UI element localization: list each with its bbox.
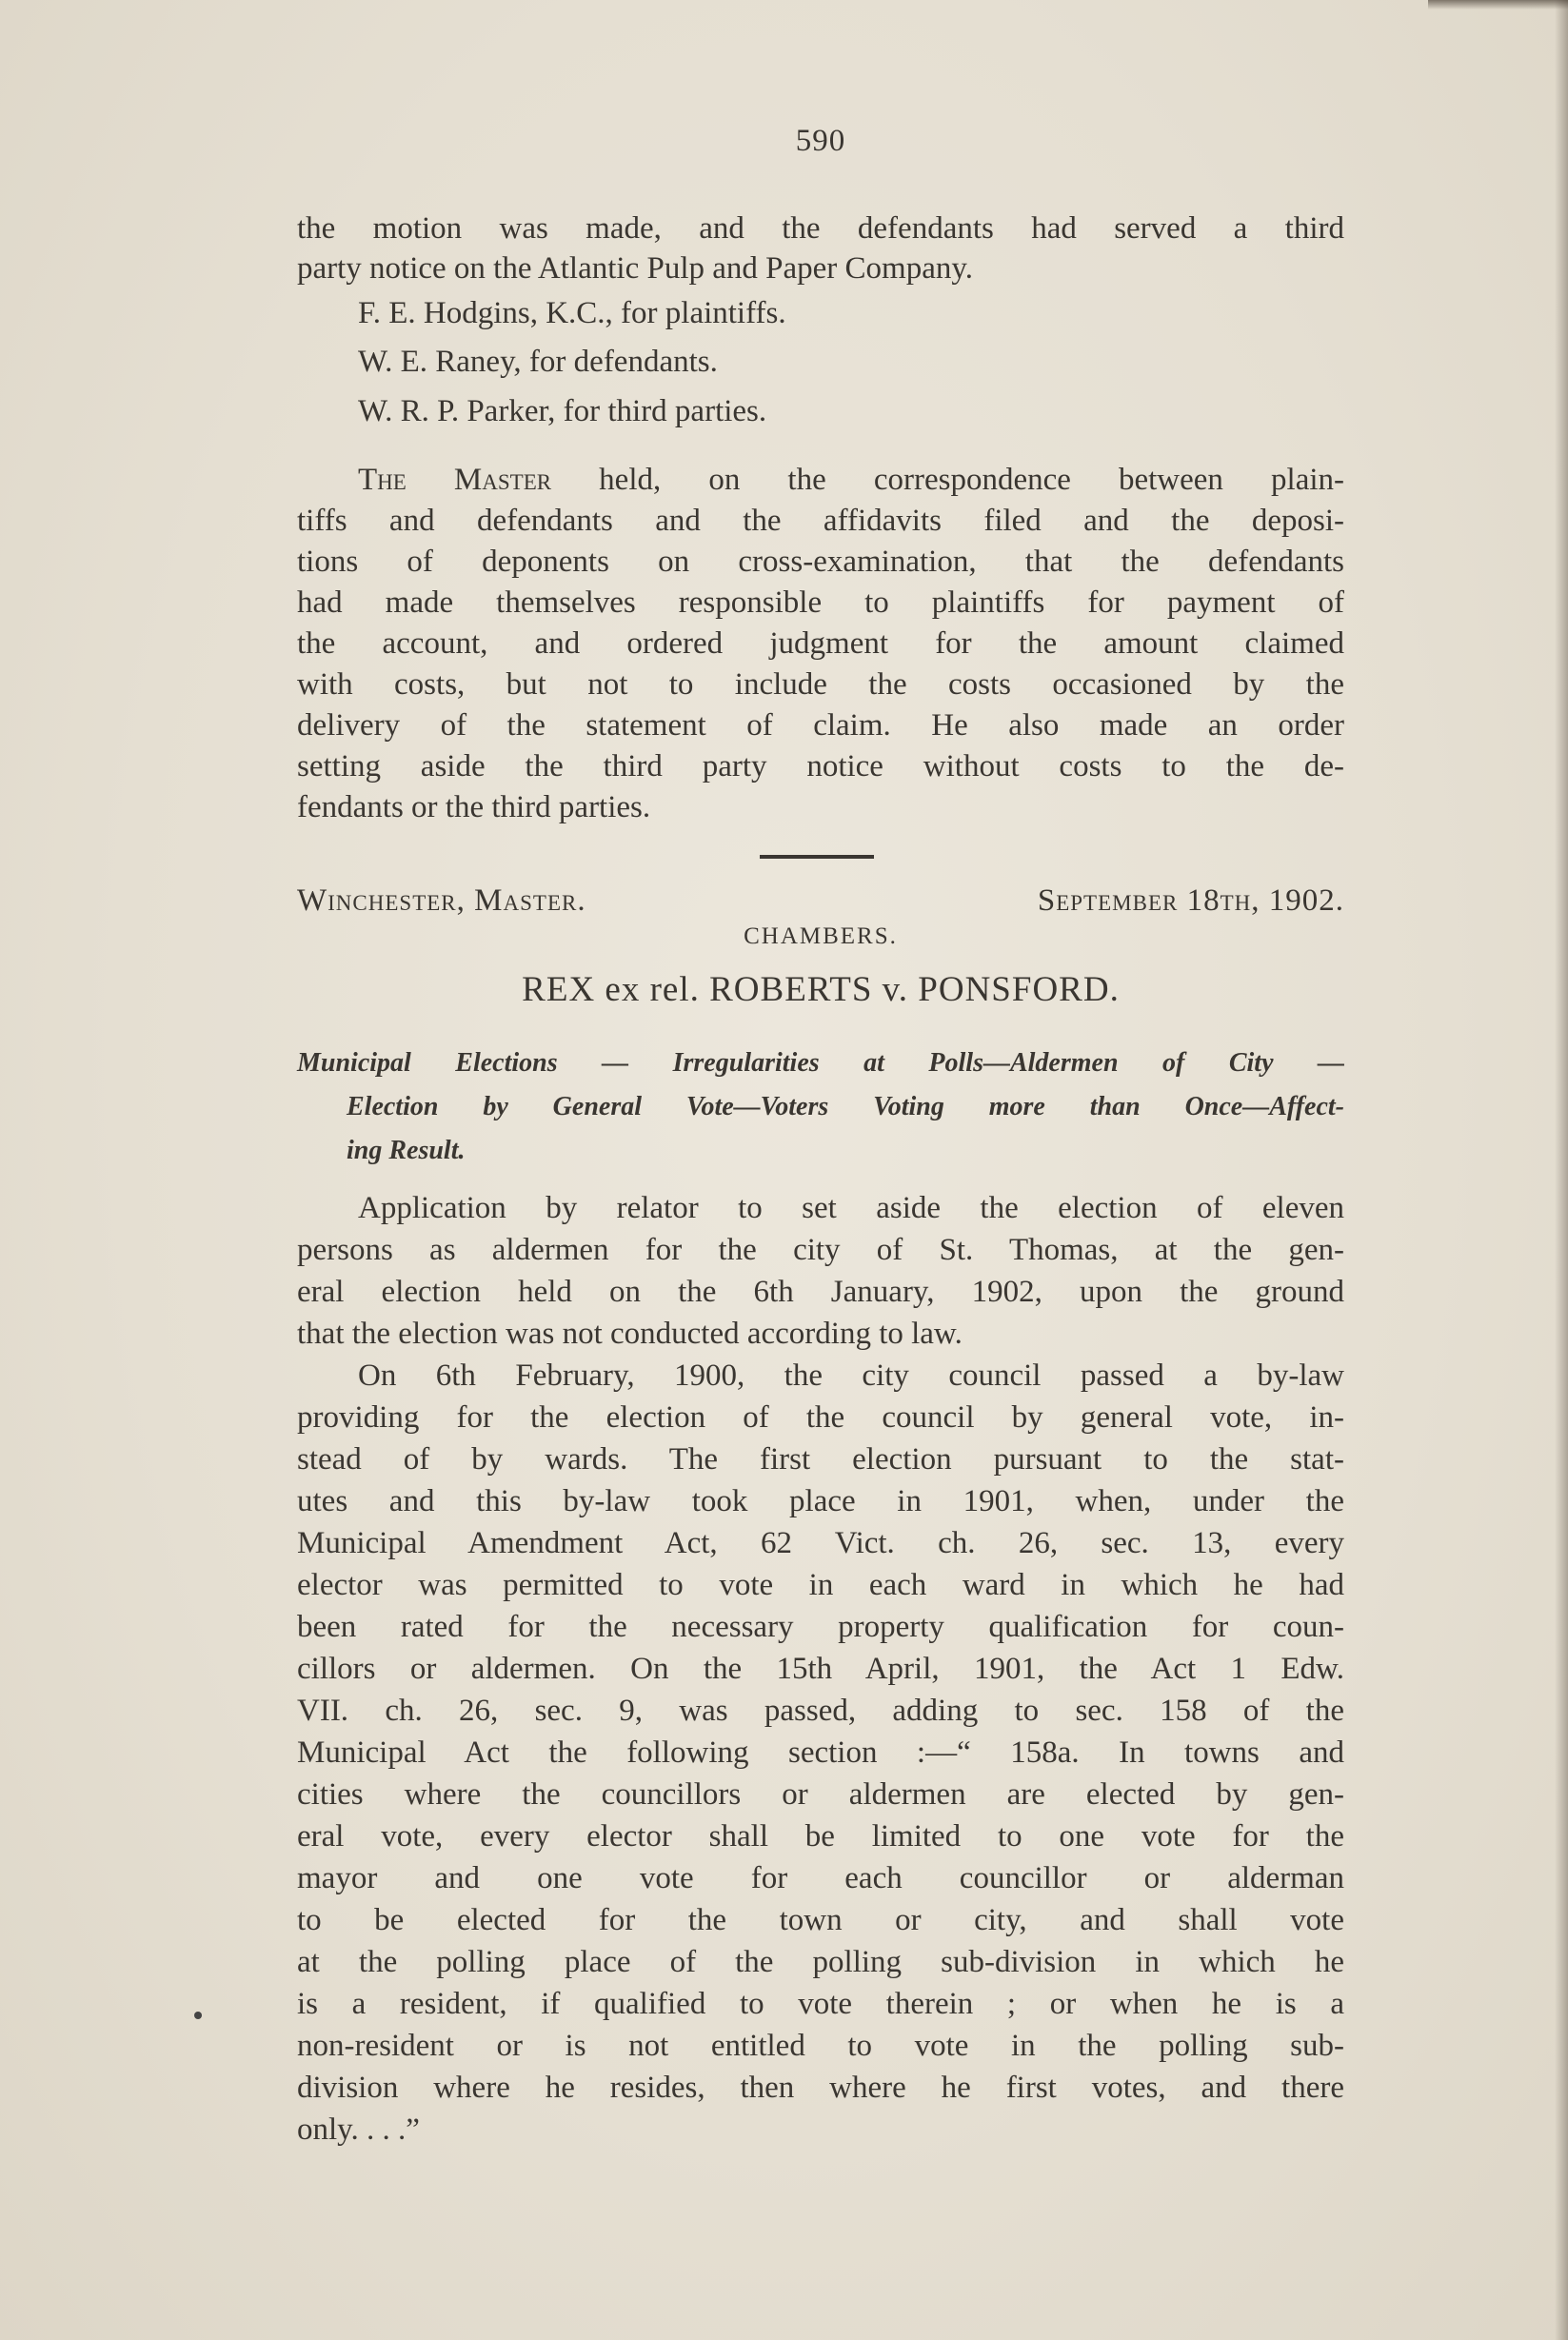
body-line: Municipal Act the following section :—“ 158a. In towns and [297,1735,1344,1770]
text-line: tions of deponents on cross-examination, that the defendants [297,545,1344,579]
body-line: division where he resides, then where he first votes, and there [297,2071,1344,2105]
body-line: Application by relator to set aside the election of eleven [358,1191,1344,1225]
body-line: VII. ch. 26, sec. 9, was passed, adding to sec. 158 of the [297,1694,1344,1728]
body-line: Municipal Amendment Act, 62 Vict. ch. 26, sec. 13, every [297,1526,1344,1560]
body-line: eral election held on the 6th January, 1902, upon the ground [297,1275,1344,1309]
body-line: cillors or aldermen. On the 15th April, 1901, the Act 1 Edw. [297,1652,1344,1686]
headnote-line: Election by General Vote—Voters Voting more than Once—Affect- [347,1092,1344,1121]
headnote-line: Municipal Elections — Irregularities at Polls—Aldermen of City — [297,1048,1344,1078]
body-line: persons as aldermen for the city of St. Thomas, at the gen- [297,1233,1344,1267]
body-line: that the election was not conducted according to law. [297,1317,963,1351]
text-line: tiffs and defendants and the affidavits filed and the deposi- [297,504,1344,538]
body-line: been rated for the necessary property qualification for coun- [297,1610,1344,1644]
body-line: non-resident or is not entitled to vote in the polling sub- [297,2029,1344,2063]
body-line: mayor and one vote for each councillor or alderman [297,1861,1344,1895]
body-line: eral vote, every elector shall be limited to one vote for the [297,1819,1344,1854]
text-line: fendants or the third parties. [297,790,651,824]
text-line [358,459,1344,501]
body-line: elector was permitted to vote in each ward in which he had [297,1568,1344,1602]
master-smallcaps: The Master [358,463,552,497]
text-line: delivery of the statement of claim. He also made an order [297,708,1344,743]
judge-name: Winchester, Master. [297,883,586,918]
body-line: On 6th February, 1900, the city council passed a by-law [358,1358,1344,1393]
body-line: stead of by wards. The first election pursuant to the stat- [297,1442,1344,1477]
counsel-line: F. E. Hodgins, K.C., for plaintiffs. [358,296,786,330]
page-number: 590 [795,124,846,158]
page-edge-shadow [1428,0,1568,10]
body-line: only. . . .” [297,2112,420,2147]
court-chambers: CHAMBERS. [744,923,898,949]
decision-date: September 18th, 1902. [1037,883,1344,918]
headnote-line: ing Result. [347,1136,466,1165]
body-line: is a resident, if qualified to vote therein ; or when he is a [297,1987,1344,2021]
counsel-line: W. E. Raney, for defendants. [358,345,718,379]
page-spine-shadow [1555,0,1568,2340]
body-line: cities where the councillors or aldermen are elected by gen- [297,1777,1344,1812]
ink-speck [194,2012,202,2019]
text-line: had made themselves responsible to plaintiffs for payment of [297,585,1344,620]
body-line: to be elected for the town or city, and shall vote [297,1903,1344,1937]
text-line: the account, and ordered judgment for the amount claimed [297,626,1344,661]
text-line: party notice on the Atlantic Pulp and Paper Company. [297,251,973,286]
body-line: at the polling place of the polling sub-division in which he [297,1945,1344,1979]
body-line: providing for the election of the council by general vote, in- [297,1400,1344,1435]
counsel-line: W. R. P. Parker, for third parties. [358,394,767,428]
text-line: the motion was made, and the defendants had served a third [297,211,1344,246]
text-line: setting aside the third party notice without costs to the de- [297,749,1344,783]
section-divider [760,855,874,859]
text-line: with costs, but not to include the costs occasioned by the [297,667,1344,702]
body-line: utes and this by-law took place in 1901, when, under the [297,1484,1344,1518]
case-title: REX ex rel. ROBERTS v. PONSFORD. [522,970,1120,1009]
text-segment: held, on the correspondence between plain- [551,463,1344,497]
